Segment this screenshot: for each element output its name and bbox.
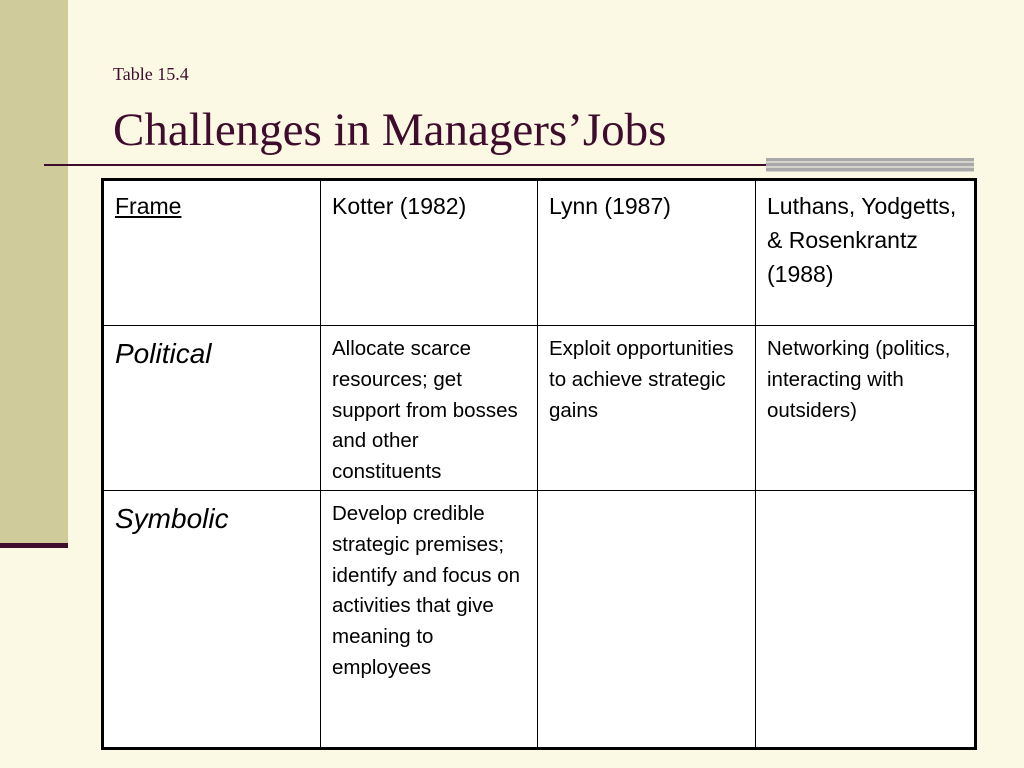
cell-text: Develop credible strategic premises; identify and focus on activities that give meaning to employees [332, 502, 521, 679]
frame-label-political: Political [115, 338, 212, 369]
challenges-table [101, 178, 977, 750]
frame-cell [103, 491, 321, 749]
table-row [103, 326, 976, 491]
header-kotter-label: Kotter (1982) [332, 193, 467, 219]
decorative-gray-bar [766, 158, 974, 172]
frame-label-symbolic: Symbolic [115, 503, 229, 534]
cell-text: Exploit opportunities to achieve strategic gains [549, 337, 734, 422]
header-lynn-label: Lynn (1987) [549, 193, 671, 219]
header-cell-frame [103, 180, 321, 326]
header-cell-kotter [321, 180, 538, 326]
slide-title: Challenges in Managers’Jobs [113, 104, 667, 156]
table-cell [756, 326, 976, 491]
left-band-accent-line [0, 543, 68, 548]
cell-text: Allocate scarce resources; get support from bosses and other constituents [332, 337, 518, 484]
table-cell [321, 491, 538, 749]
cell-text: Networking (politics, interacting with outsiders) [767, 337, 951, 422]
table-cell [321, 326, 538, 491]
frame-cell [103, 326, 321, 491]
table-cell [538, 326, 756, 491]
table-row [103, 491, 976, 749]
left-decorative-band [0, 0, 68, 545]
header-luthans-label: Luthans, Yodgetts, & Rosenkrantz (1988) [767, 193, 957, 287]
table-cell [538, 491, 756, 749]
header-cell-lynn [538, 180, 756, 326]
table-cell [756, 491, 976, 749]
table-header-row [103, 180, 976, 326]
header-frame-label: Frame [115, 193, 182, 219]
slide-subtitle: Table 15.4 [113, 64, 189, 84]
header-cell-luthans [756, 180, 976, 326]
